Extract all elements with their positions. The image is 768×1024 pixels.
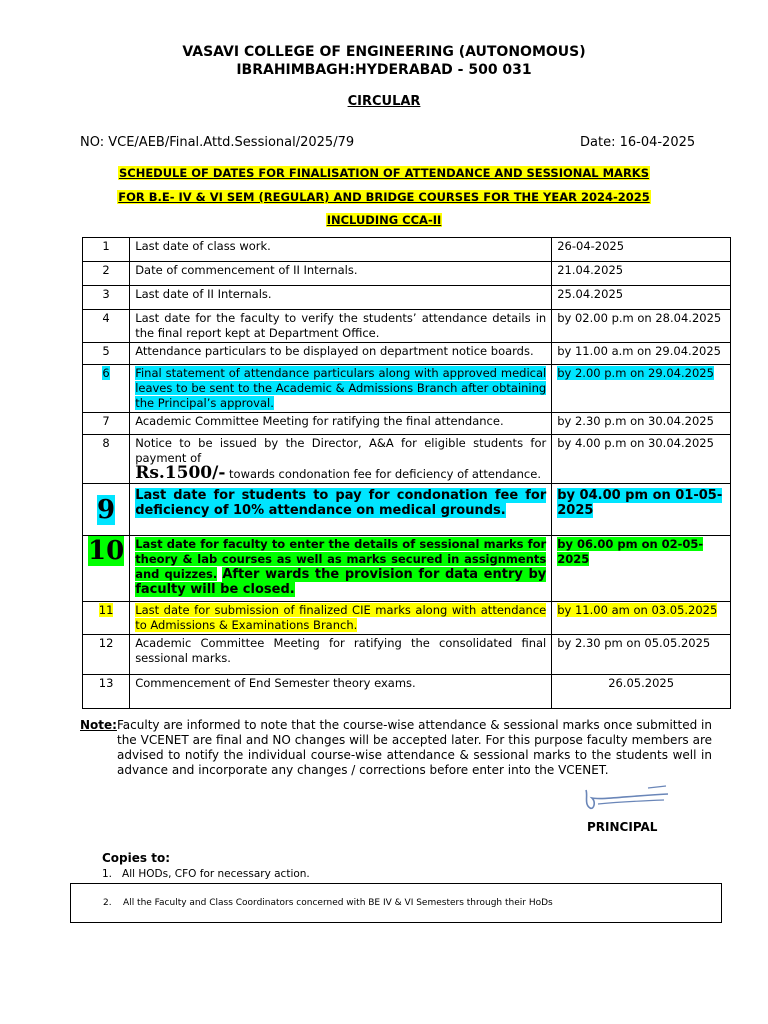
row-description: Attendance particulars to be displayed on department notice boards. xyxy=(130,343,552,365)
row-deadline: by 11.00 a.m on 29.04.2025 xyxy=(552,343,731,365)
row-number: 6 xyxy=(83,365,130,413)
note-label: Note: xyxy=(80,718,117,732)
copies-item-2: 2. All the Faculty and Class Coordinators concerned with BE IV & VI Semesters through their HoDs xyxy=(103,898,553,908)
principal-signature xyxy=(578,782,673,818)
row-description: Last date for submission of finalized CIE marks along with attendance to Admissions & Examinations Branch. xyxy=(130,602,552,635)
row-number: 13 xyxy=(83,675,130,709)
schedule-title-line1: SCHEDULE OF DATES FOR FINALISATION OF ATTENDANCE AND SESSIONAL MARKS xyxy=(118,166,650,180)
note-paragraph xyxy=(80,718,712,778)
copies-item-2-box xyxy=(70,883,722,923)
row-description: Academic Committee Meeting for ratifying the final attendance. xyxy=(130,413,552,435)
row-number: 1 xyxy=(83,238,130,262)
row-description: Final statement of attendance particulars along with approved medical leaves to be sent to the Academic & Admissions Branch after obtaining the Principal’s approval. xyxy=(130,365,552,413)
note-text: Faculty are informed to note that the course-wise attendance & sessional marks once submitted in the VCENET are final and NO changes will be accepted later. For this purpose faculty members are advised to notify the individual course-wise attendance & sessional marks to the students well in advance and incorporate any changes / corrections before enter into the VCENET. xyxy=(117,718,712,777)
row-deadline: by 11.00 am on 03.05.2025 xyxy=(552,602,731,635)
row-number: 7 xyxy=(83,413,130,435)
table-row xyxy=(83,365,731,413)
table-row xyxy=(83,262,731,286)
row-deadline: by 2.00 p.m on 29.04.2025 xyxy=(552,365,731,413)
copies-item-1: 1. All HODs, CFO for necessary action. xyxy=(102,868,310,880)
row-deadline: by 2.30 pm on 05.05.2025 xyxy=(552,635,731,675)
table-row xyxy=(83,435,731,484)
table-row xyxy=(83,238,731,262)
circular-heading: CIRCULAR xyxy=(347,94,421,109)
row-number: 9 xyxy=(83,484,130,536)
row-description: Date of commencement of II Internals. xyxy=(130,262,552,286)
row-number: 4 xyxy=(83,310,130,343)
row-number: 3 xyxy=(83,286,130,310)
table-row xyxy=(83,413,731,435)
table-row xyxy=(83,286,731,310)
row-description: Last date of II Internals. xyxy=(130,286,552,310)
row-number: 10 xyxy=(83,536,130,602)
college-name: VASAVI COLLEGE OF ENGINEERING (AUTONOMOUS) xyxy=(182,44,586,60)
row-deadline: by 2.30 p.m on 30.04.2025 xyxy=(552,413,731,435)
copies-heading: Copies to: xyxy=(102,851,170,865)
row-number: 12 xyxy=(83,635,130,675)
row-number: 2 xyxy=(83,262,130,286)
table-row xyxy=(83,310,731,343)
table-row xyxy=(83,635,731,675)
row-description: Commencement of End Semester theory exams. xyxy=(130,675,552,709)
row-deadline: 21.04.2025 xyxy=(552,262,731,286)
row-deadline: by 02.00 p.m on 28.04.2025 xyxy=(552,310,731,343)
row-deadline: by 06.00 pm on 02-05-2025 xyxy=(552,536,731,602)
table-row xyxy=(83,602,731,635)
table-row xyxy=(83,536,731,602)
row-deadline: by 4.00 p.m on 30.04.2025 xyxy=(552,435,731,484)
row-deadline: 26-04-2025 xyxy=(552,238,731,262)
table-row xyxy=(83,675,731,709)
row-deadline: 25.04.2025 xyxy=(552,286,731,310)
table-row xyxy=(83,343,731,365)
row-number: 11 xyxy=(83,602,130,635)
row-description: Last date for students to pay for condonation fee for deficiency of 10% attendance on medical grounds. xyxy=(130,484,552,536)
schedule-table xyxy=(82,237,731,709)
principal-label: PRINCIPAL xyxy=(587,820,658,834)
circular-date: Date: 16-04-2025 xyxy=(580,135,696,150)
schedule-title-line3: INCLUDING CCA-II xyxy=(326,213,442,227)
college-address: IBRAHIMBAGH:HYDERABAD - 500 031 xyxy=(236,62,532,78)
schedule-title-line2: FOR B.E- IV & VI SEM (REGULAR) AND BRIDGE COURSES FOR THE YEAR 2024-2025 xyxy=(118,190,650,204)
table-row xyxy=(83,484,731,536)
row-description: Notice to be issued by the Director, A&A for eligible students for payment of Rs.1500/- towards condonation fee for deficiency of attendance. xyxy=(130,435,552,484)
row-description: Last date for faculty to enter the details of sessional marks for theory & lab courses as well as marks secured in assignments and quizzes. After wards the provision for data entry by faculty will be closed. xyxy=(130,536,552,602)
fee-amount: Rs.1500/- xyxy=(135,463,226,483)
row-deadline: 26.05.2025 xyxy=(552,675,731,709)
reference-number: NO: VCE/AEB/Final.Attd.Sessional/2025/79 xyxy=(80,135,355,150)
row-description: Academic Committee Meeting for ratifying the consolidated final sessional marks. xyxy=(130,635,552,675)
row-description: Last date of class work. xyxy=(130,238,552,262)
row-description: Last date for the faculty to verify the students’ attendance details in the final report kept at Department Office. xyxy=(130,310,552,343)
row-deadline: by 04.00 pm on 01-05-2025 xyxy=(552,484,731,536)
row-number: 5 xyxy=(83,343,130,365)
row-number: 8 xyxy=(83,435,130,484)
